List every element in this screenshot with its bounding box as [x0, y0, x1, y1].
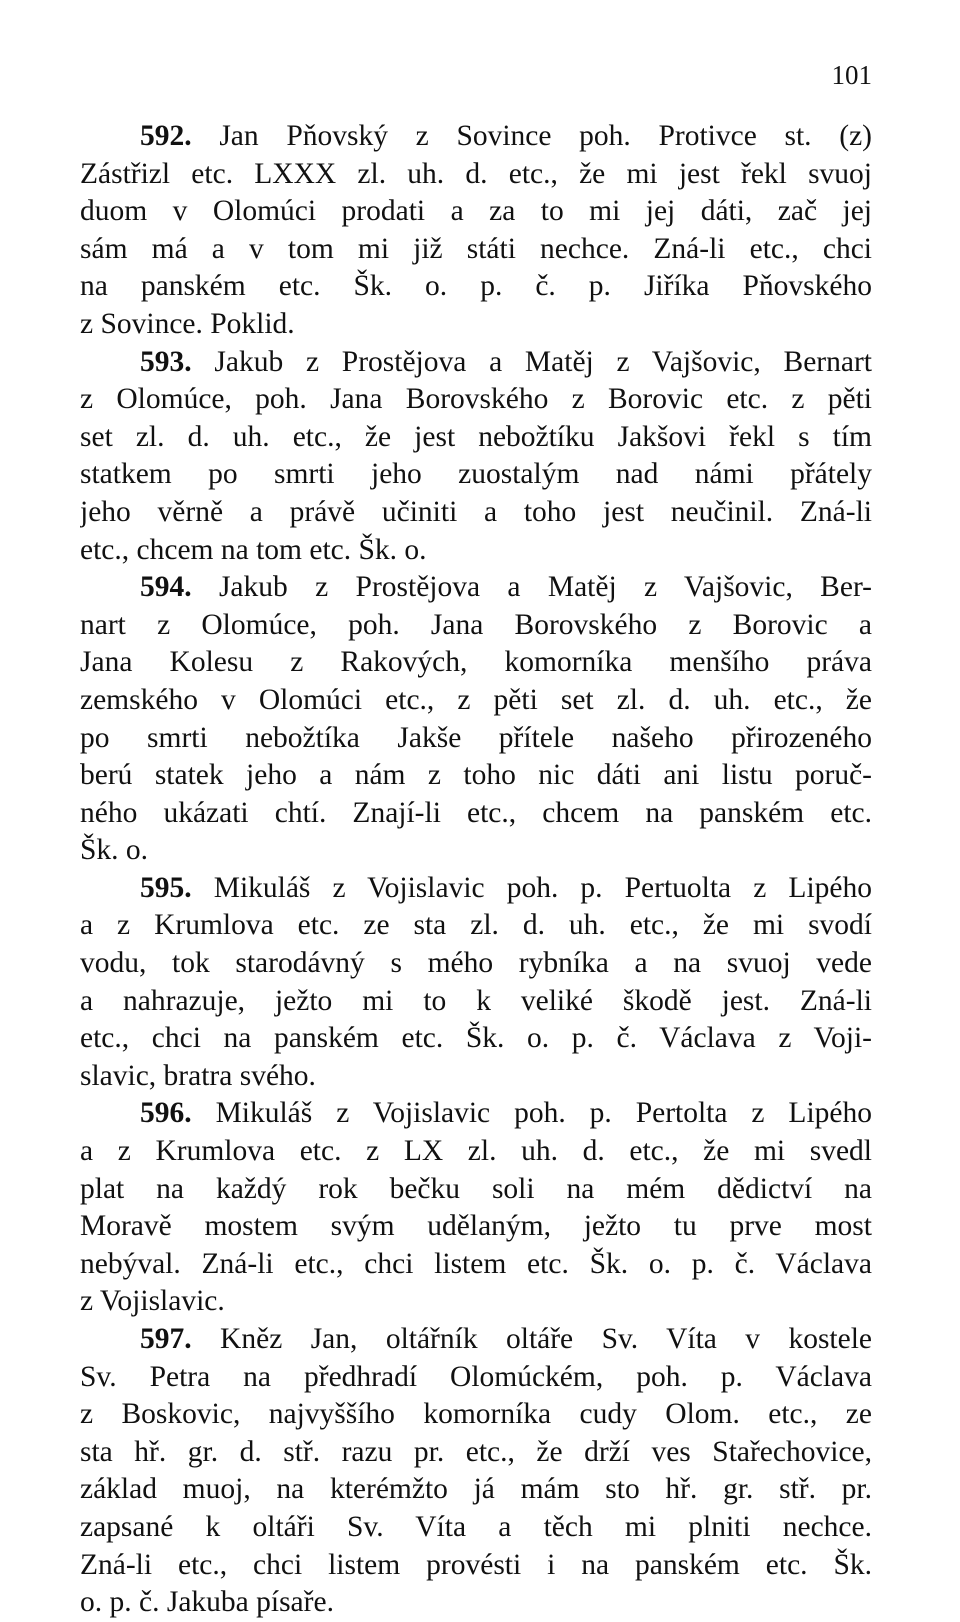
- text-line: Šk. o.: [80, 834, 149, 867]
- text-line: plat na každý rok bečku soli na mém dědictví na: [80, 1172, 872, 1205]
- page-body-text: [80, 118, 872, 1622]
- text-line: nebýval. Zná-li etc., chci listem etc. Šk. o. p. č. Václava: [80, 1247, 872, 1280]
- text-line: z Vojislavic.: [80, 1285, 225, 1318]
- text-line: a z Krumlova etc. z LX zl. uh. d. etc., že mi svedl: [80, 1135, 872, 1168]
- page-number: 101: [831, 60, 872, 90]
- text-line: set zl. d. uh. etc., že jest nebožtíku Jakšovi řekl s tím: [80, 420, 872, 453]
- text-line: Zná-li etc., chci listem provésti i na panském etc. Šk.: [80, 1548, 872, 1581]
- entry-number: 594.: [140, 571, 192, 604]
- text-line: z Sovince. Poklid.: [80, 307, 295, 340]
- entry-number: 593.: [140, 345, 192, 378]
- text-line: duom v Olomúci prodati a za to mi jej dáti, zač jej: [80, 195, 872, 228]
- text-line: slavic, bratra svého.: [80, 1059, 316, 1092]
- text-line: Sv. Petra na předhradí Olomúckém, poh. p. Václava: [80, 1360, 872, 1393]
- text-line: a z Krumlova etc. ze sta zl. d. uh. etc., že mi svodí: [80, 909, 872, 942]
- text-line: základ muoj, na kterémžto já mám sto hř. gr. stř. pr.: [80, 1473, 872, 1506]
- text-line: sám má a v tom mi již státi nechce. Zná-li etc., chci: [80, 232, 872, 265]
- text-line: z Olomúce, poh. Jana Borovského z Borovic etc. z pěti: [80, 383, 872, 416]
- text-line: zapsané k oltáři Sv. Víta a těch mi plniti nechce.: [80, 1510, 872, 1543]
- entry-text: Jakub z Prostějova a Matěj z Vajšovic, Bernart: [191, 345, 872, 378]
- entry-text: Jakub z Prostějova a Matěj z Vajšovic, Ber-: [191, 571, 872, 604]
- text-line: etc., chcem na tom etc. Šk. o.: [80, 533, 427, 566]
- text-line: statkem po smrti jeho zuostalým nad námi přátely: [80, 458, 872, 491]
- entry-number: 596.: [140, 1097, 192, 1130]
- entry-first-line: [80, 344, 872, 382]
- text-line: po smrti nebožtíka Jakše přítele našeho přirozeného: [80, 721, 872, 754]
- text-line: a nahrazuje, ježto mi to k veliké škodě jest. Zná-li: [80, 984, 872, 1017]
- entry-text: Mikuláš z Vojislavic poh. p. Pertuolta z Lipého: [191, 871, 872, 904]
- text-line: berú statek jeho a nám z toho nic dáti ani listu poruč-: [80, 759, 872, 792]
- text-line: Jana Kolesu z Rakových, komorníka menšího práva: [80, 646, 872, 679]
- text-line: sta hř. gr. d. stř. razu pr. etc., že drží ves Stařechovice,: [80, 1435, 872, 1468]
- text-line: jeho věrně a právě učiniti a toho jest neučinil. Zná-li: [80, 495, 872, 528]
- text-line: Zástřizl etc. LXXX zl. uh. d. etc., že mi jest řekl svuoj: [80, 157, 872, 190]
- text-line: na panském etc. Šk. o. p. č. p. Jiříka Pňovského: [80, 270, 872, 303]
- text-line: zemského v Olomúci etc., z pěti set zl. d. uh. etc., že: [80, 683, 872, 716]
- entry-first-line: [80, 569, 872, 607]
- text-line: vodu, tok starodávný s mého rybníka a na svuoj vede: [80, 947, 872, 980]
- entry-first-line: [80, 870, 872, 908]
- entry-number: 592.: [140, 120, 192, 152]
- entry-text: Mikuláš z Vojislavic poh. p. Pertolta z Lipého: [191, 1097, 872, 1130]
- text-line: etc., chci na panském etc. Šk. o. p. č. Václava z Voji-: [80, 1022, 872, 1055]
- entry-number: 595.: [140, 871, 192, 904]
- text-line: z Boskovic, najvyššího komorníka cudy Olom. etc., ze: [80, 1398, 872, 1431]
- text-line: o. p. č. Jakuba písaře.: [80, 1586, 334, 1619]
- entry-first-line: [80, 118, 872, 156]
- entry-first-line: [80, 1095, 872, 1133]
- entry-text: Kněz Jan, oltářník oltáře Sv. Víta v kostele: [191, 1323, 872, 1355]
- entry-number: 597.: [140, 1323, 192, 1355]
- text-line: nart z Olomúce, poh. Jana Borovského z Borovic a: [80, 608, 872, 641]
- text-line: ného ukázati chtí. Znají-li etc., chcem na panském etc.: [80, 796, 872, 829]
- entry-first-line: [80, 1321, 872, 1359]
- entry-text: Jan Pňovský z Sovince poh. Protivce st. (z): [191, 120, 872, 152]
- text-line: Moravě mostem svým udělaným, ježto tu prve most: [80, 1210, 872, 1243]
